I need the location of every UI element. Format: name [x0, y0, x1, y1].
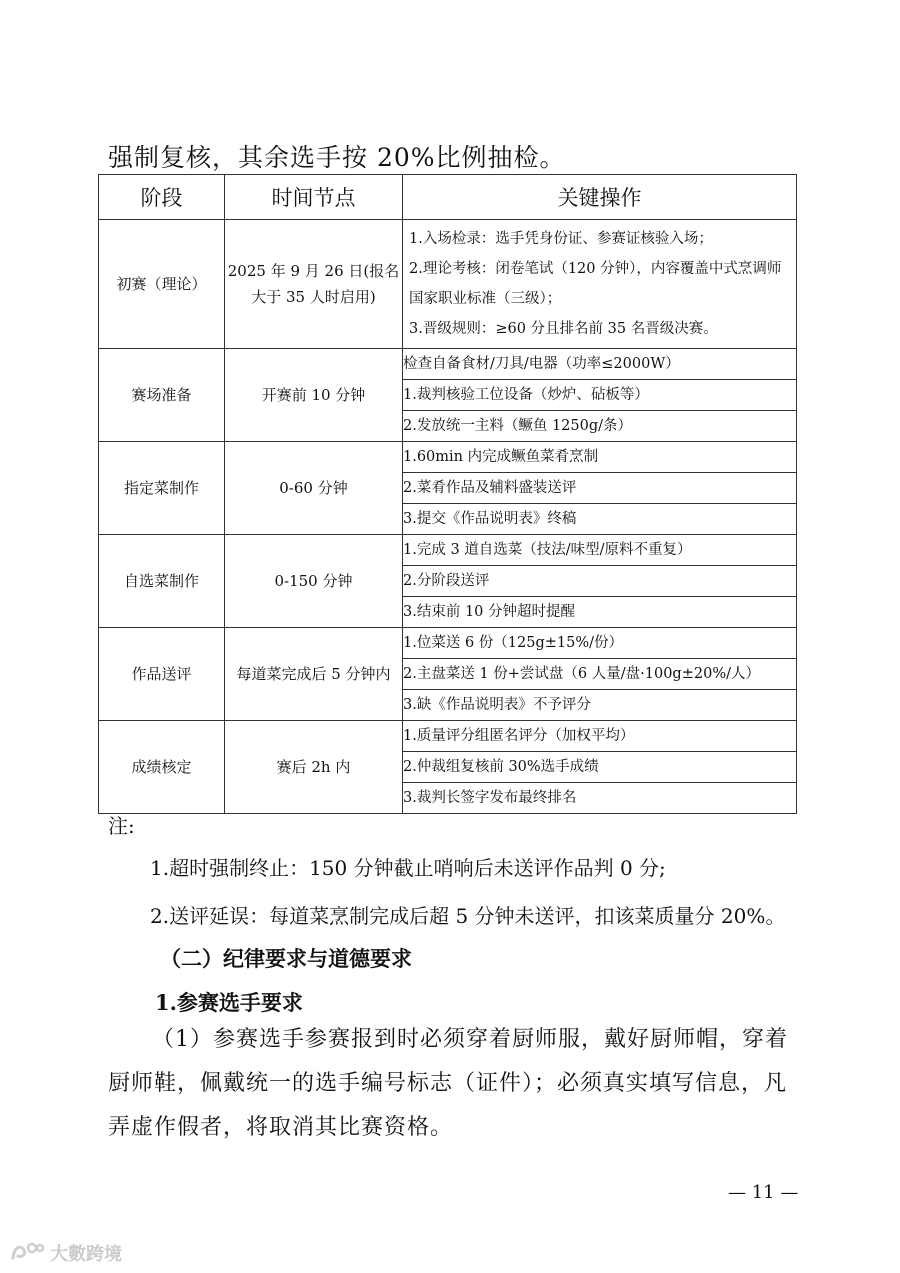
stage-cell: 作品送评 [99, 628, 225, 721]
stage-cell: 赛场准备 [99, 349, 225, 442]
table-row [99, 721, 797, 752]
time-cell: 赛后 2h 内 [225, 721, 403, 814]
time-cell: 0-150 分钟 [225, 535, 403, 628]
op-cell: 1.完成 3 道自选菜（技法/味型/原料不重复） [403, 535, 797, 566]
op-cell: 2.菜肴作品及辅料盛装送评 [403, 473, 797, 504]
op-line: 1.入场检录：选手凭身份证、参赛证核验入场； [409, 231, 713, 247]
table-row [99, 220, 797, 349]
body-paragraph: （1）参赛选手参赛报到时必须穿着厨师服，戴好厨师帽，穿着厨师鞋，佩戴统一的选手编号标志（证件）；必须真实填写信息，凡弄虚作假者，将取消其比赛资格。 [108, 1027, 788, 1140]
stage-cell: 成绩核定 [99, 721, 225, 814]
header-stage: 阶段 [99, 175, 225, 220]
table-row [99, 628, 797, 659]
stage-cell: 自选菜制作 [99, 535, 225, 628]
watermark [10, 1240, 122, 1266]
op-line: 2.理论考核：闭卷笔试（120 分钟），内容覆盖中式烹调师国家职业标准（三级）； [409, 261, 782, 307]
header-time: 时间节点 [225, 175, 403, 220]
table-row [99, 442, 797, 473]
op-cell: 3.缺《作品说明表》不予评分 [403, 690, 797, 721]
watermark-text: 大數跨境 [50, 1244, 122, 1265]
time-cell: 0-60 分钟 [225, 442, 403, 535]
op-cell: 2.分阶段送评 [403, 566, 797, 597]
intro-text: 强制复核，其余选手按 20%比例抽检。 [108, 143, 566, 172]
watermark-logo-icon [10, 1240, 44, 1266]
table-row [99, 535, 797, 566]
op-cell: 1.质量评分组匿名评分（加权平均） [403, 721, 797, 752]
note-item: 2.送评延误：每道菜烹制完成后超 5 分钟未送评，扣该菜质量分 20%。 [150, 904, 786, 928]
table-header-row [99, 175, 797, 220]
page-number: — 11 — [728, 1182, 799, 1203]
note-item: 1.超时强制终止：150 分钟截止哨响后未送评作品判 0 分; [150, 856, 666, 880]
op-cell: 3.裁判长签字发布最终排名 [403, 783, 797, 814]
time-cell: 2025 年 9 月 26 日(报名大于 35 人时启用) [225, 220, 403, 349]
op-cell: 2.主盘菜送 1 份+尝试盘（6 人量/盘·100g±20%/人） [403, 659, 797, 690]
notes-label: 注: [108, 814, 135, 838]
op-cell: 检查自备食材/刀具/电器（功率≤2000W） [403, 349, 797, 380]
op-cell: 3.提交《作品说明表》终稿 [403, 504, 797, 535]
op-cell: 1.60min 内完成鳜鱼菜肴烹制 [403, 442, 797, 473]
header-ops: 关键操作 [403, 175, 797, 220]
subsection-heading: 1.参赛选手要求 [155, 990, 303, 1015]
section-heading: （二）纪律要求与道德要求 [160, 946, 412, 971]
stage-cell: 初赛（理论） [99, 220, 225, 349]
op-cell: 2.仲裁组复核前 30%选手成绩 [403, 752, 797, 783]
table-row [99, 349, 797, 380]
schedule-table [98, 174, 797, 814]
op-cell: 2.发放统一主料（鳜鱼 1250g/条） [403, 411, 797, 442]
time-cell: 每道菜完成后 5 分钟内 [225, 628, 403, 721]
time-cell: 开赛前 10 分钟 [225, 349, 403, 442]
stage-cell: 指定菜制作 [99, 442, 225, 535]
op-cell: 1.位菜送 6 份（125g±15%/份） [403, 628, 797, 659]
ops-cell [403, 220, 797, 349]
op-line: 3.晋级规则：≥60 分且排名前 35 名晋级决赛。 [409, 321, 718, 337]
op-cell: 3.结束前 10 分钟超时提醒 [403, 597, 797, 628]
op-cell: 1.裁判核验工位设备（炒炉、砧板等） [403, 380, 797, 411]
